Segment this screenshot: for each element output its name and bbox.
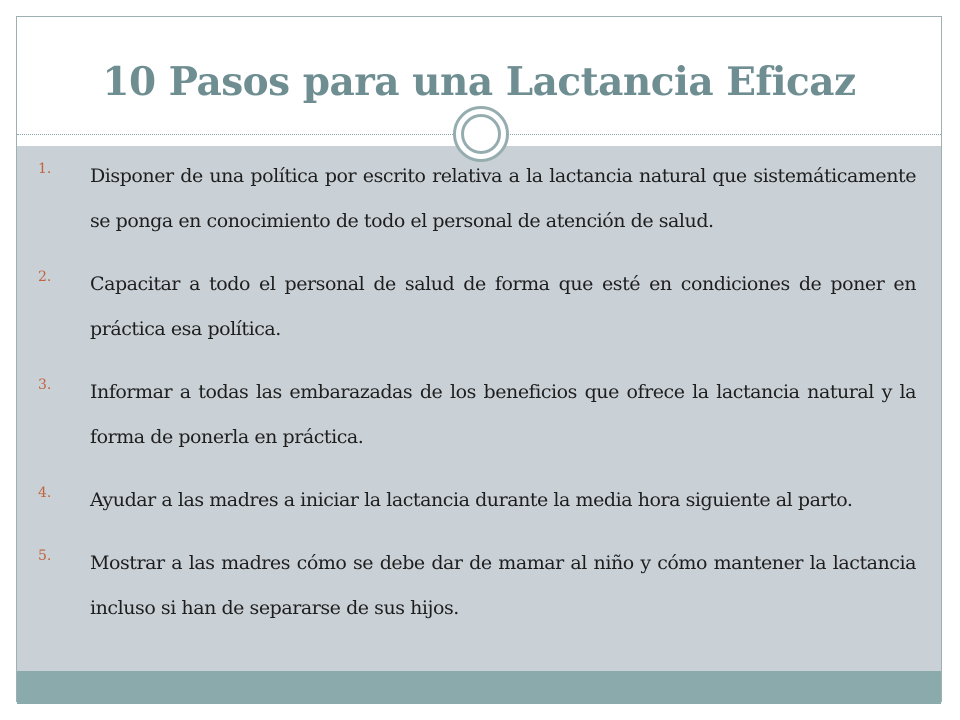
step-number: 4. — [38, 485, 52, 501]
footer-bar — [17, 671, 941, 704]
step-text: Mostrar a las madres cómo se debe dar de mamar al niño y cómo mantener la lactancia incluso si han de separarse de sus hijos. — [90, 552, 916, 619]
step-text: Capacitar a todo el personal de salud de forma que esté en condiciones de poner en práctica esa política. — [90, 273, 916, 340]
steps-list — [38, 154, 916, 649]
step-text: Informar a todas las embarazadas de los beneficios que ofrece la lactancia natural y la forma de ponerla en práctica. — [90, 381, 916, 448]
list-item — [38, 262, 916, 352]
step-number: 5. — [38, 548, 52, 564]
list-item — [38, 541, 916, 631]
step-number: 2. — [38, 269, 52, 285]
step-number: 3. — [38, 377, 52, 393]
slide-title: 10 Pasos para una Lactancia Eficaz — [102, 59, 856, 105]
list-item — [38, 154, 916, 244]
list-item — [38, 370, 916, 460]
list-item — [38, 478, 916, 523]
step-text: Ayudar a las madres a iniciar la lactancia durante la media hora siguiente al parto. — [90, 489, 853, 511]
step-text: Disponer de una política por escrito relativa a la lactancia natural que sistemáticamente se ponga en conocimiento de todo el personal de atención de salud. — [90, 165, 916, 232]
step-number: 1. — [38, 161, 52, 177]
